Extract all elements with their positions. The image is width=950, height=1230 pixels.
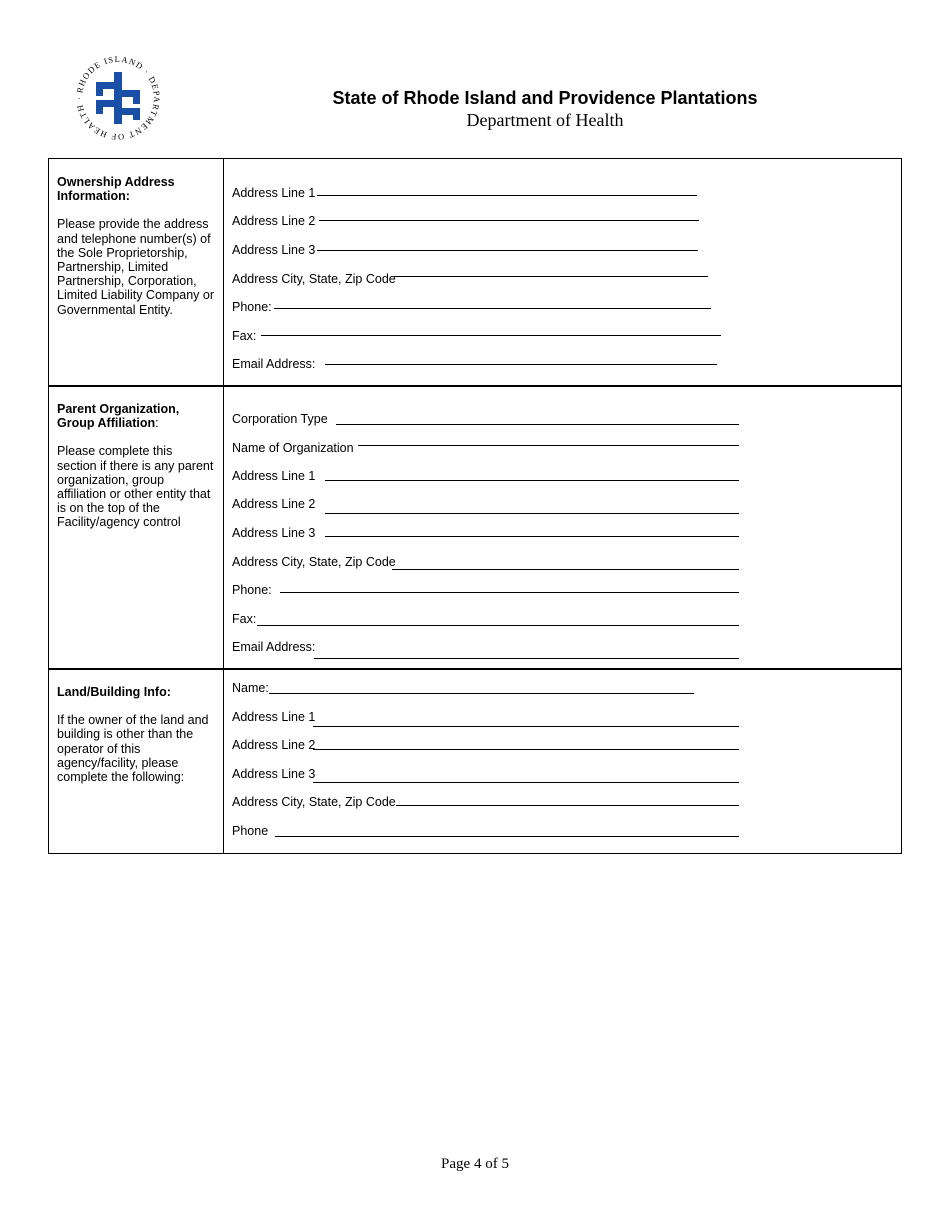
land-building-info-panel [49,669,224,853]
parent-organization-heading: Parent Organization, Group Affiliation: [57,402,180,431]
parent-address-line-1-label: Address Line 1 [232,469,316,483]
ownership-description: Please provide the address and telephone number(s) of the Sole Proprietorship, Partnership, Limited Partnership, Corporation, Limited Liability Company or Governmental Entity. [57,217,215,317]
parent-organization-name-input[interactable] [358,445,739,446]
ownership-address-line-1-input[interactable] [317,195,697,196]
logo-emblem-icon [96,72,140,124]
parent-city-state-zip-input[interactable] [392,569,739,570]
ownership-fax-input[interactable] [261,335,721,336]
land-address-line-2-input[interactable] [313,749,739,750]
parent-fax-input[interactable] [257,625,739,626]
parent-address-line-1-input[interactable] [325,480,739,481]
land-phone-label: Phone [232,824,269,838]
parent-city-state-zip-label: Address City, State, Zip Code [232,555,396,569]
land-address-line-1-input[interactable] [313,726,739,727]
ownership-phone-label: Phone: [232,300,272,314]
parent-organization-description: Please complete this section if there is any parent organization, group affiliation or other entity that is on the top of the Facility/agency control [57,444,214,530]
land-building-heading: Land/Building Info: [57,685,171,699]
parent-phone-input[interactable] [280,592,739,593]
ownership-address-line-3-label: Address Line 3 [232,243,316,257]
ownership-address-line-2-input[interactable] [319,220,699,221]
parent-email-input[interactable] [314,658,739,659]
ownership-city-state-zip-input[interactable] [394,276,708,277]
ownership-email-label: Email Address: [232,357,316,371]
land-city-state-zip-input[interactable] [396,805,739,806]
land-address-line-3-input[interactable] [313,782,739,783]
svg-text:RHODE ISLAND · DEPARTMENT OF H: RHODE ISLAND · DEPARTMENT OF HEALTH · [73,53,163,143]
parent-corporation-type-input[interactable] [336,424,739,425]
parent-address-line-3-label: Address Line 3 [232,526,316,540]
parent-fax-label: Fax: [232,612,257,626]
ownership-address-line-3-input[interactable] [317,250,698,251]
parent-organization-section [48,385,902,670]
parent-organization-name-label: Name of Organization [232,441,354,455]
page-subtitle: Department of Health [466,110,624,130]
ownership-fax-label: Fax: [232,329,257,343]
land-building-section [48,668,902,854]
parent-email-label: Email Address: [232,640,316,654]
parent-address-line-3-input[interactable] [325,536,739,537]
land-address-line-3-label: Address Line 3 [232,767,316,781]
ownership-address-section [48,158,902,387]
page-title: State of Rhode Island and Providence Plantations [332,88,758,108]
ownership-heading: Ownership Address Information: [57,175,175,204]
ownership-phone-input[interactable] [274,308,711,309]
land-name-input[interactable] [269,693,694,694]
ownership-address-line-2-label: Address Line 2 [232,214,316,228]
parent-phone-label: Phone: [232,583,272,597]
parent-address-line-2-input[interactable] [325,513,739,514]
land-phone-input[interactable] [275,836,739,837]
land-address-line-1-label: Address Line 1 [232,710,316,724]
parent-corporation-type-label: Corporation Type [232,412,328,426]
ownership-city-state-zip-label: Address City, State, Zip Code [232,272,396,286]
land-address-line-2-label: Address Line 2 [232,738,316,752]
ownership-email-input[interactable] [325,364,717,365]
land-building-description: If the owner of the land and building is other than the operator of this agency/facility, please complete the following: [57,713,209,785]
parent-organization-info-panel [49,386,224,669]
parent-address-line-2-label: Address Line 2 [232,497,316,511]
page-number: Page 4 of 5 [441,1156,509,1172]
land-name-label: Name: [232,681,269,695]
land-city-state-zip-label: Address City, State, Zip Code [232,795,396,809]
ownership-address-line-1-label: Address Line 1 [232,186,316,200]
ownership-info-panel [49,159,224,386]
